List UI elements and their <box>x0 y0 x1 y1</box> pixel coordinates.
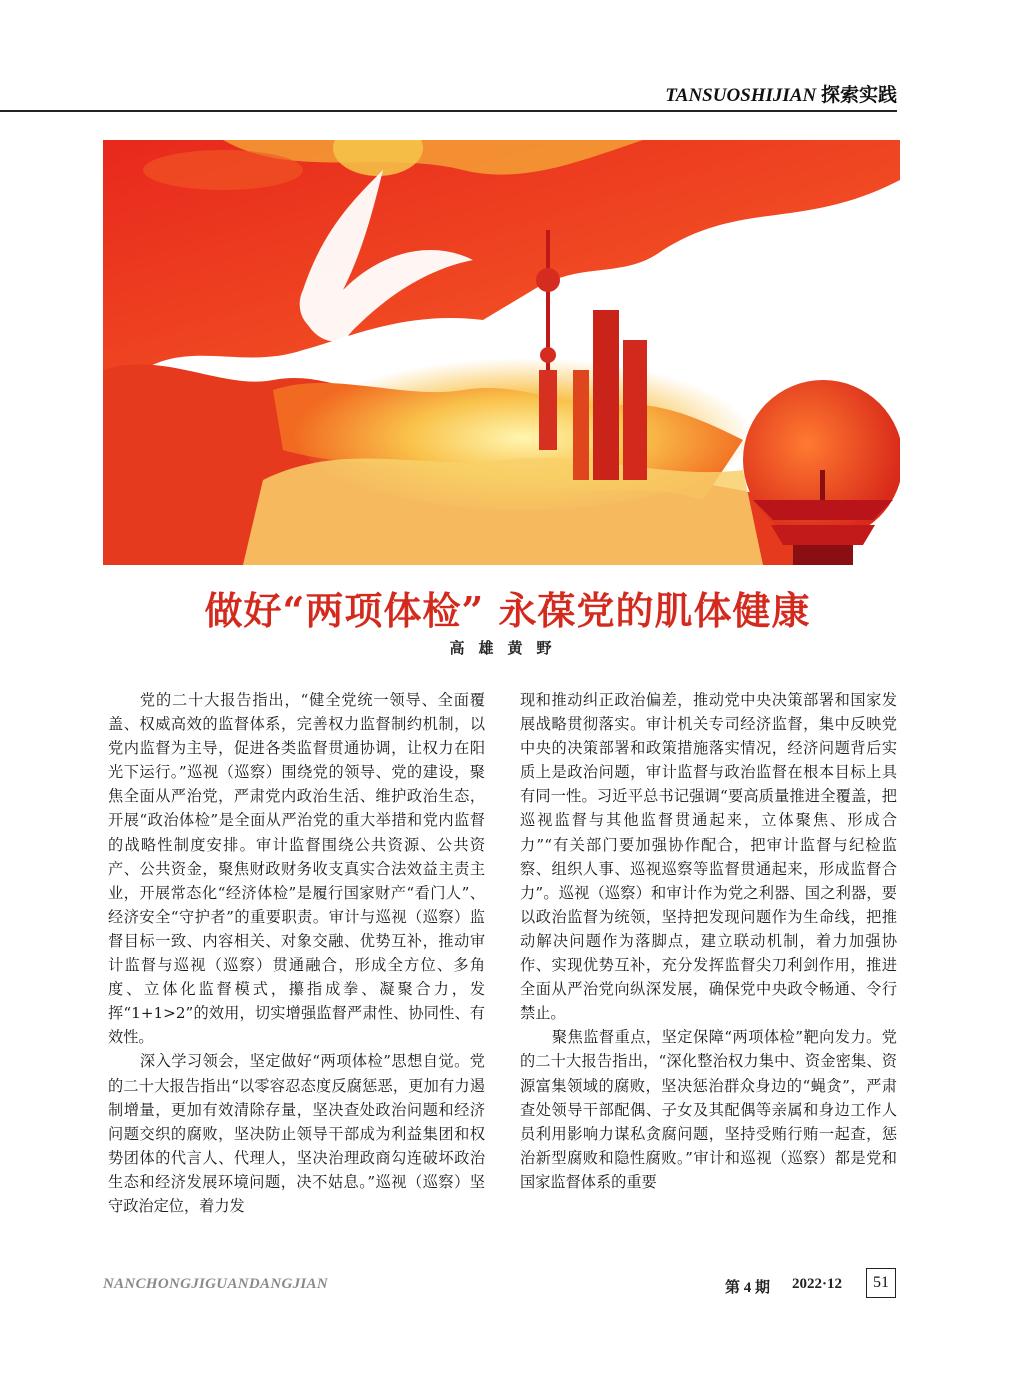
header-section: 探索实践 <box>820 85 897 106</box>
article-title: 做好“两项体检” 永葆党的肌体健康 <box>204 588 811 633</box>
hero-illustration <box>103 140 900 565</box>
footer-date: 2022·12 <box>792 1276 843 1292</box>
paragraph: 聚焦监督重点，坚定保障“两项体检”靶向发力。党的二十大报告指出，“深化整治权力集中、资金密集、资源富集领域的腐败，坚决惩治群众身边的“蝇贪”，严肃查处领导干部配偶、子女及其配偶等亲属和身边工作人员利用影响力谋私贪腐问题，坚持受贿行贿一起查，惩治新型腐败和隐性腐败。”审计和巡视（巡察）都是党和国家监督体系的重要 <box>520 1028 897 1191</box>
body-column-right <box>520 688 897 1194</box>
paragraph: 现和推动纠正政治偏差，推动党中央决策部署和国家发展战略贯彻落实。审计机关专司经济监督，集中反映党中央的决策部署和政策措施落实情况，经济问题背后实质上是政治问题，审计监督与政治监督在根本目标上具有同一性。习近平总书记强调“要高质量推进全覆盖，把巡视监督与其他监督贯通起来，立体聚焦、形成合力”“有关部门要加强协作配合，把审计监督与纪检监察、组织人事、巡视巡察等监督贯通起来，形成监督合力”。巡视（巡察）和审计作为党之利器、国之利器，要以政治监督为统领，坚持把发现问题作为生命线，把推动解决问题作为落脚点，建立联动机制，着力加强协作、实现优势互补，充分发挥监督尖刀利剑作用，推进全面从严治党向纵深发展，确保党中央政令畅通、令行禁止。 <box>520 691 897 1023</box>
footer-issue: 第 4 期 <box>725 1280 771 1296</box>
paragraph: 党的二十大报告指出，“健全党统一领导、全面覆盖、权威高效的监督体系，完善权力监督制约机制，以党内监督为主导，促进各类监督贯通协调，让权力在阳光下运行。”巡视（巡察）围绕党的领导、党的建设，聚焦全面从严治党，严肃党内政治生活、维护政治生态，开展“政治体检”是全面从严治党的重大举措和党内监督的战略性制度安排。审计监督围绕公共资源、公共资产、公共资金，聚焦财政财务收支真实合法效益主责主业，开展常态化“经济体检”是履行国家财产“看门人”、经济安全“守护者”的重要职责。审计与巡视（巡察）监督目标一致、内容相关、对象交融、优势互补，推动审计监督与巡视（巡察）贯通融合，形成全方位、多角度、立体化监督模式，攥指成拳、凝聚合力，发挥“1+1>2”的效用，切实增强监督严肃性、协同性、有效性。 <box>108 691 485 1047</box>
body-column-left <box>108 688 485 1218</box>
header-rule <box>0 110 897 112</box>
running-header <box>665 80 897 107</box>
footer-journal-latin: NANCHONGJIGUANDANGJIAN <box>103 1276 328 1292</box>
paragraph: 深入学习领会，坚定做好“两项体检”思想自觉。党的二十大报告指出“以零容忍态度反腐惩恶，更加有力遏制增量，更加有效清除存量，坚决查处政治问题和经济问题交织的腐败，坚决防止领导干部成为利益集团和权势团体的代言人、代理人，坚决治理政商勾连破坏政治生态和经济发展环境问题，决不姑息。”巡视（巡察）坚守政治定位，着力发 <box>108 1052 485 1215</box>
page-number: 51 <box>866 1268 896 1298</box>
header-journal-latin: TANSUOSHIJIAN <box>665 85 817 106</box>
article-authors: 高雄黄野 <box>449 639 566 657</box>
